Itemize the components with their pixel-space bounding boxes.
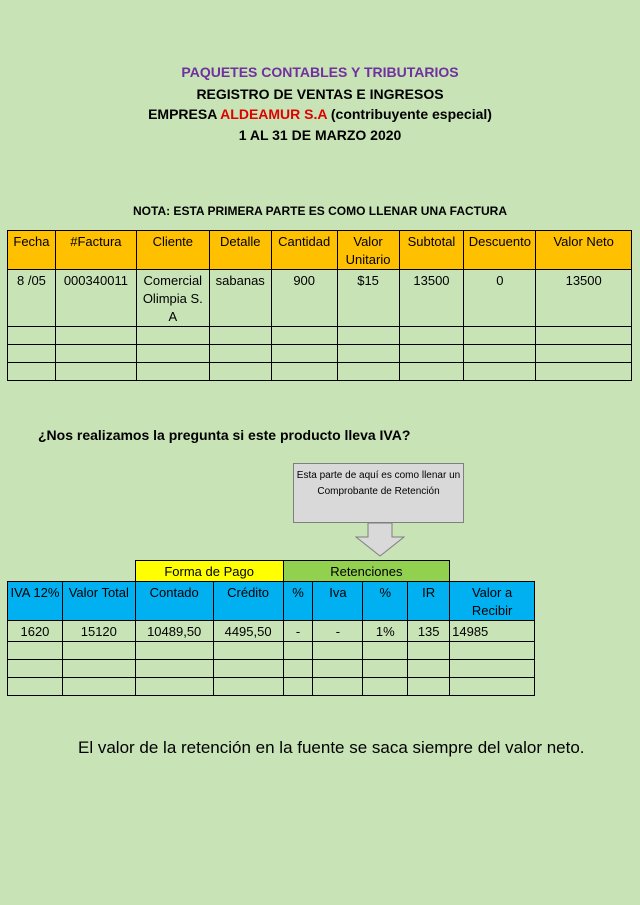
empty-row <box>8 327 632 345</box>
cell-factura: 000340011 <box>55 270 136 327</box>
cell-cliente: Comercial Olimpia S. A <box>136 270 209 327</box>
empty-row <box>8 642 535 660</box>
retention-callout: Esta parte de aquí es como llenar un Comprobante de Retención <box>293 463 464 523</box>
company-name: ALDEAMUR S.A <box>220 106 327 122</box>
cell-detalle: sabanas <box>209 270 271 327</box>
cell-descuento: 0 <box>464 270 536 327</box>
down-arrow-icon <box>355 523 405 557</box>
empty-row <box>8 678 535 696</box>
cell-valor-recibir: 14985 <box>450 621 535 642</box>
footer-note: El valor de la retención en la fuente se saca siempre del valor neto. <box>78 738 585 757</box>
header-company-line <box>0 106 640 122</box>
cell-ir: 135 <box>408 621 450 642</box>
header-title: PAQUETES CONTABLES Y TRIBUTARIOS <box>181 64 459 80</box>
group-header-row <box>8 561 535 582</box>
cell-cantidad: 900 <box>271 270 337 327</box>
col-fecha: Fecha <box>8 231 56 270</box>
empty-row <box>8 363 632 381</box>
cell-pct-iva: - <box>283 621 313 642</box>
table-row <box>8 621 535 642</box>
col-valor-recibir: Valor a Recibir <box>450 582 535 621</box>
table-row <box>8 270 632 327</box>
cell-subtotal: 13500 <box>399 270 464 327</box>
col-ir: IR <box>408 582 450 621</box>
col-cantidad: Cantidad <box>271 231 337 270</box>
company-prefix: EMPRESA <box>148 106 221 122</box>
cell-valor-total: 15120 <box>62 621 135 642</box>
cell-contado: 10489,50 <box>135 621 213 642</box>
retention-table <box>7 560 535 696</box>
col-ret-iva: Iva <box>313 582 363 621</box>
cell-pct-ir: 1% <box>363 621 408 642</box>
cell-fecha: 8 /05 <box>8 270 56 327</box>
col-valor-total: Valor Total <box>62 582 135 621</box>
header-period: 1 AL 31 DE MARZO 2020 <box>238 127 402 143</box>
col-cliente: Cliente <box>136 231 209 270</box>
retenciones-header: Retenciones <box>283 561 450 582</box>
col-descuento: Descuento <box>464 231 536 270</box>
col-credito: Crédito <box>213 582 283 621</box>
col-detalle: Detalle <box>209 231 271 270</box>
forma-de-pago-header: Forma de Pago <box>135 561 283 582</box>
nota-text: NOTA: ESTA PRIMERA PARTE ES COMO LLENAR UNA FACTURA <box>133 204 507 218</box>
retention-header-row <box>8 582 535 621</box>
col-contado: Contado <box>135 582 213 621</box>
col-pct-iva: % <box>283 582 313 621</box>
cell-credito: 4495,50 <box>213 621 283 642</box>
cell-iva: 1620 <box>8 621 63 642</box>
col-iva: IVA 12% <box>8 582 63 621</box>
cell-valor-neto: 13500 <box>536 270 632 327</box>
col-valor-neto: Valor Neto <box>536 231 632 270</box>
header-subtitle: REGISTRO DE VENTAS E INGRESOS <box>196 86 444 102</box>
empty-row <box>8 660 535 678</box>
cell-ret-iva: - <box>313 621 363 642</box>
cell-valor-unitario: $15 <box>337 270 399 327</box>
company-suffix: (contribuyente especial) <box>326 106 492 122</box>
iva-question: ¿Nos realizamos la pregunta si este producto lleva IVA? <box>38 427 411 443</box>
col-factura: #Factura <box>55 231 136 270</box>
empty-row <box>8 345 632 363</box>
invoice-header-row <box>8 231 632 270</box>
invoice-table <box>7 230 632 381</box>
col-pct-ir: % <box>363 582 408 621</box>
col-subtotal: Subtotal <box>399 231 464 270</box>
col-valor-unitario: Valor Unitario <box>337 231 399 270</box>
